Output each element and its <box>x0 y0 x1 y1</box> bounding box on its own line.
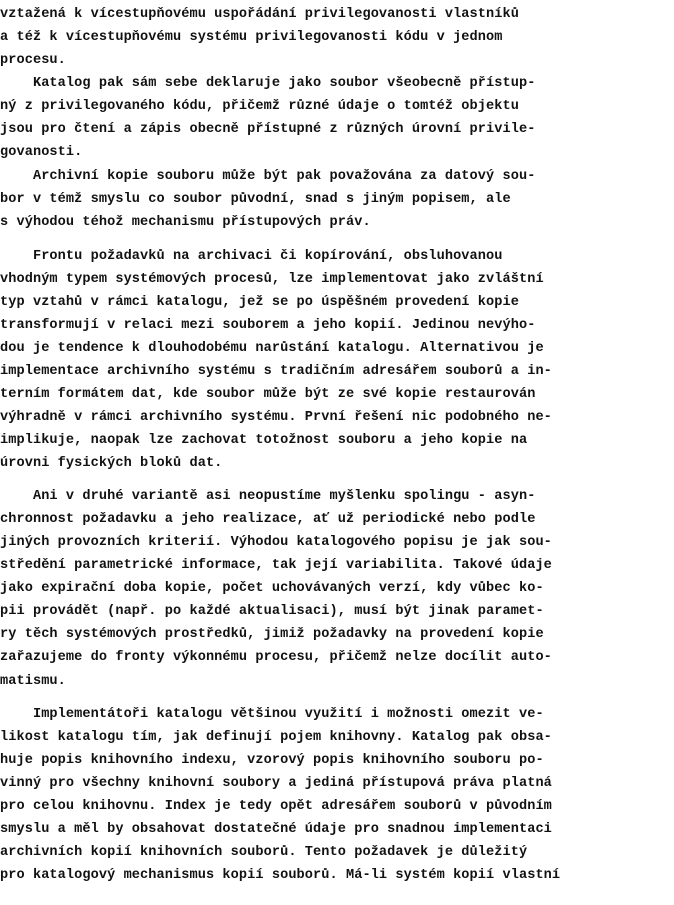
text-line: archivních kopií knihovních souborů. Tento požadavek je důležitý <box>0 845 528 860</box>
text-line: s výhodou téhož mechanismu přístupových práv. <box>0 215 371 230</box>
text-line: huje popis knihovního indexu, vzorový popis knihovního souboru po- <box>0 753 544 768</box>
text-line: středění parametrické informace, tak její variabilita. Takové údaje <box>0 558 552 573</box>
text-line: zařazujeme do fronty výkonnému procesu, přičemž nelze docílit auto- <box>0 650 552 665</box>
text-line: typ vztahů v rámci katalogu, jež se po úspěšném provedení kopie <box>0 295 519 310</box>
text-line: ný z privilegovaného kódu, přičemž různé údaje o tomtéž objektu <box>0 99 519 114</box>
text-line: jiných provozních kriterií. Výhodou katalogového popisu je jak sou- <box>0 535 552 550</box>
text-line: implikuje, naopak lze zachovat totožnost souboru a jeho kopie na <box>0 433 528 448</box>
text-line: terním formátem dat, kde soubor může být ze své kopie restaurován <box>0 387 536 402</box>
text-line: Ani v druhé variantě asi neopustíme myšlenku spolingu - asyn- <box>0 489 536 504</box>
text-line: chronnost požadavku a jeho realizace, ať už periodické nebo podle <box>0 512 536 527</box>
text-line: Implementátoři katalogu většinou využití i možnosti omezit ve- <box>0 707 544 722</box>
text-line: úrovni fysických bloků dat. <box>0 456 223 471</box>
text-line: govanosti. <box>0 145 83 160</box>
text-line: procesu. <box>0 53 66 68</box>
text-line: Archivní kopie souboru může být pak považována za datový sou- <box>0 169 536 184</box>
text-line: vinný pro všechny knihovní soubory a jediná přístupová práva platná <box>0 776 552 791</box>
text-line: vztažená k vícestupňovému uspořádání privilegovanosti vlastníků <box>0 7 519 22</box>
text-line: a též k vícestupňovému systému privilegovanosti kódu v jednom <box>0 30 503 45</box>
text-line: smyslu a měl by obsahovat dostatečné údaje pro snadnou implementaci <box>0 822 552 837</box>
text-line: pii provádět (např. po každé aktualisaci), musí být jinak paramet- <box>0 604 544 619</box>
text-line: jsou pro čtení a zápis obecně přístupné z různých úrovní privile- <box>0 122 536 137</box>
text-line: transformují v relaci mezi souborem a jeho kopií. Jedinou nevýho- <box>0 318 536 333</box>
text-line: pro celou knihovnu. Index je tedy opět adresářem souborů v původním <box>0 799 552 814</box>
text-line: matismu. <box>0 674 66 689</box>
text-line: pro katalogový mechanismus kopií souborů. Má-li systém kopií vlastní <box>0 868 561 883</box>
text-line: jako expirační doba kopie, počet uchovávaných verzí, kdy vůbec ko- <box>0 581 544 596</box>
text-line: implementace archivního systému s tradičním adresářem souborů a in- <box>0 364 552 379</box>
text-line: vhodným typem systémových procesů, lze implementovat jako zvláštní <box>0 272 544 287</box>
text-line: dou je tendence k dlouhodobému narůstání katalogu. Alternativou je <box>0 341 544 356</box>
text-line: bor v témž smyslu co soubor původní, snad s jiným popisem, ale <box>0 192 511 207</box>
text-line: Katalog pak sám sebe deklaruje jako soubor všeobecně přístup- <box>0 76 536 91</box>
text-line: Frontu požadavků na archivaci či kopírování, obsluhovanou <box>0 249 503 264</box>
text-line: likost katalogu tím, jak definují pojem knihovny. Katalog pak obsa- <box>0 730 552 745</box>
text-line: ry těch systémových prostředků, jimiž požadavky na provedení kopie <box>0 627 544 642</box>
text-line: výhradně v rámci archivního systému. První řešení nic podobného ne- <box>0 410 552 425</box>
